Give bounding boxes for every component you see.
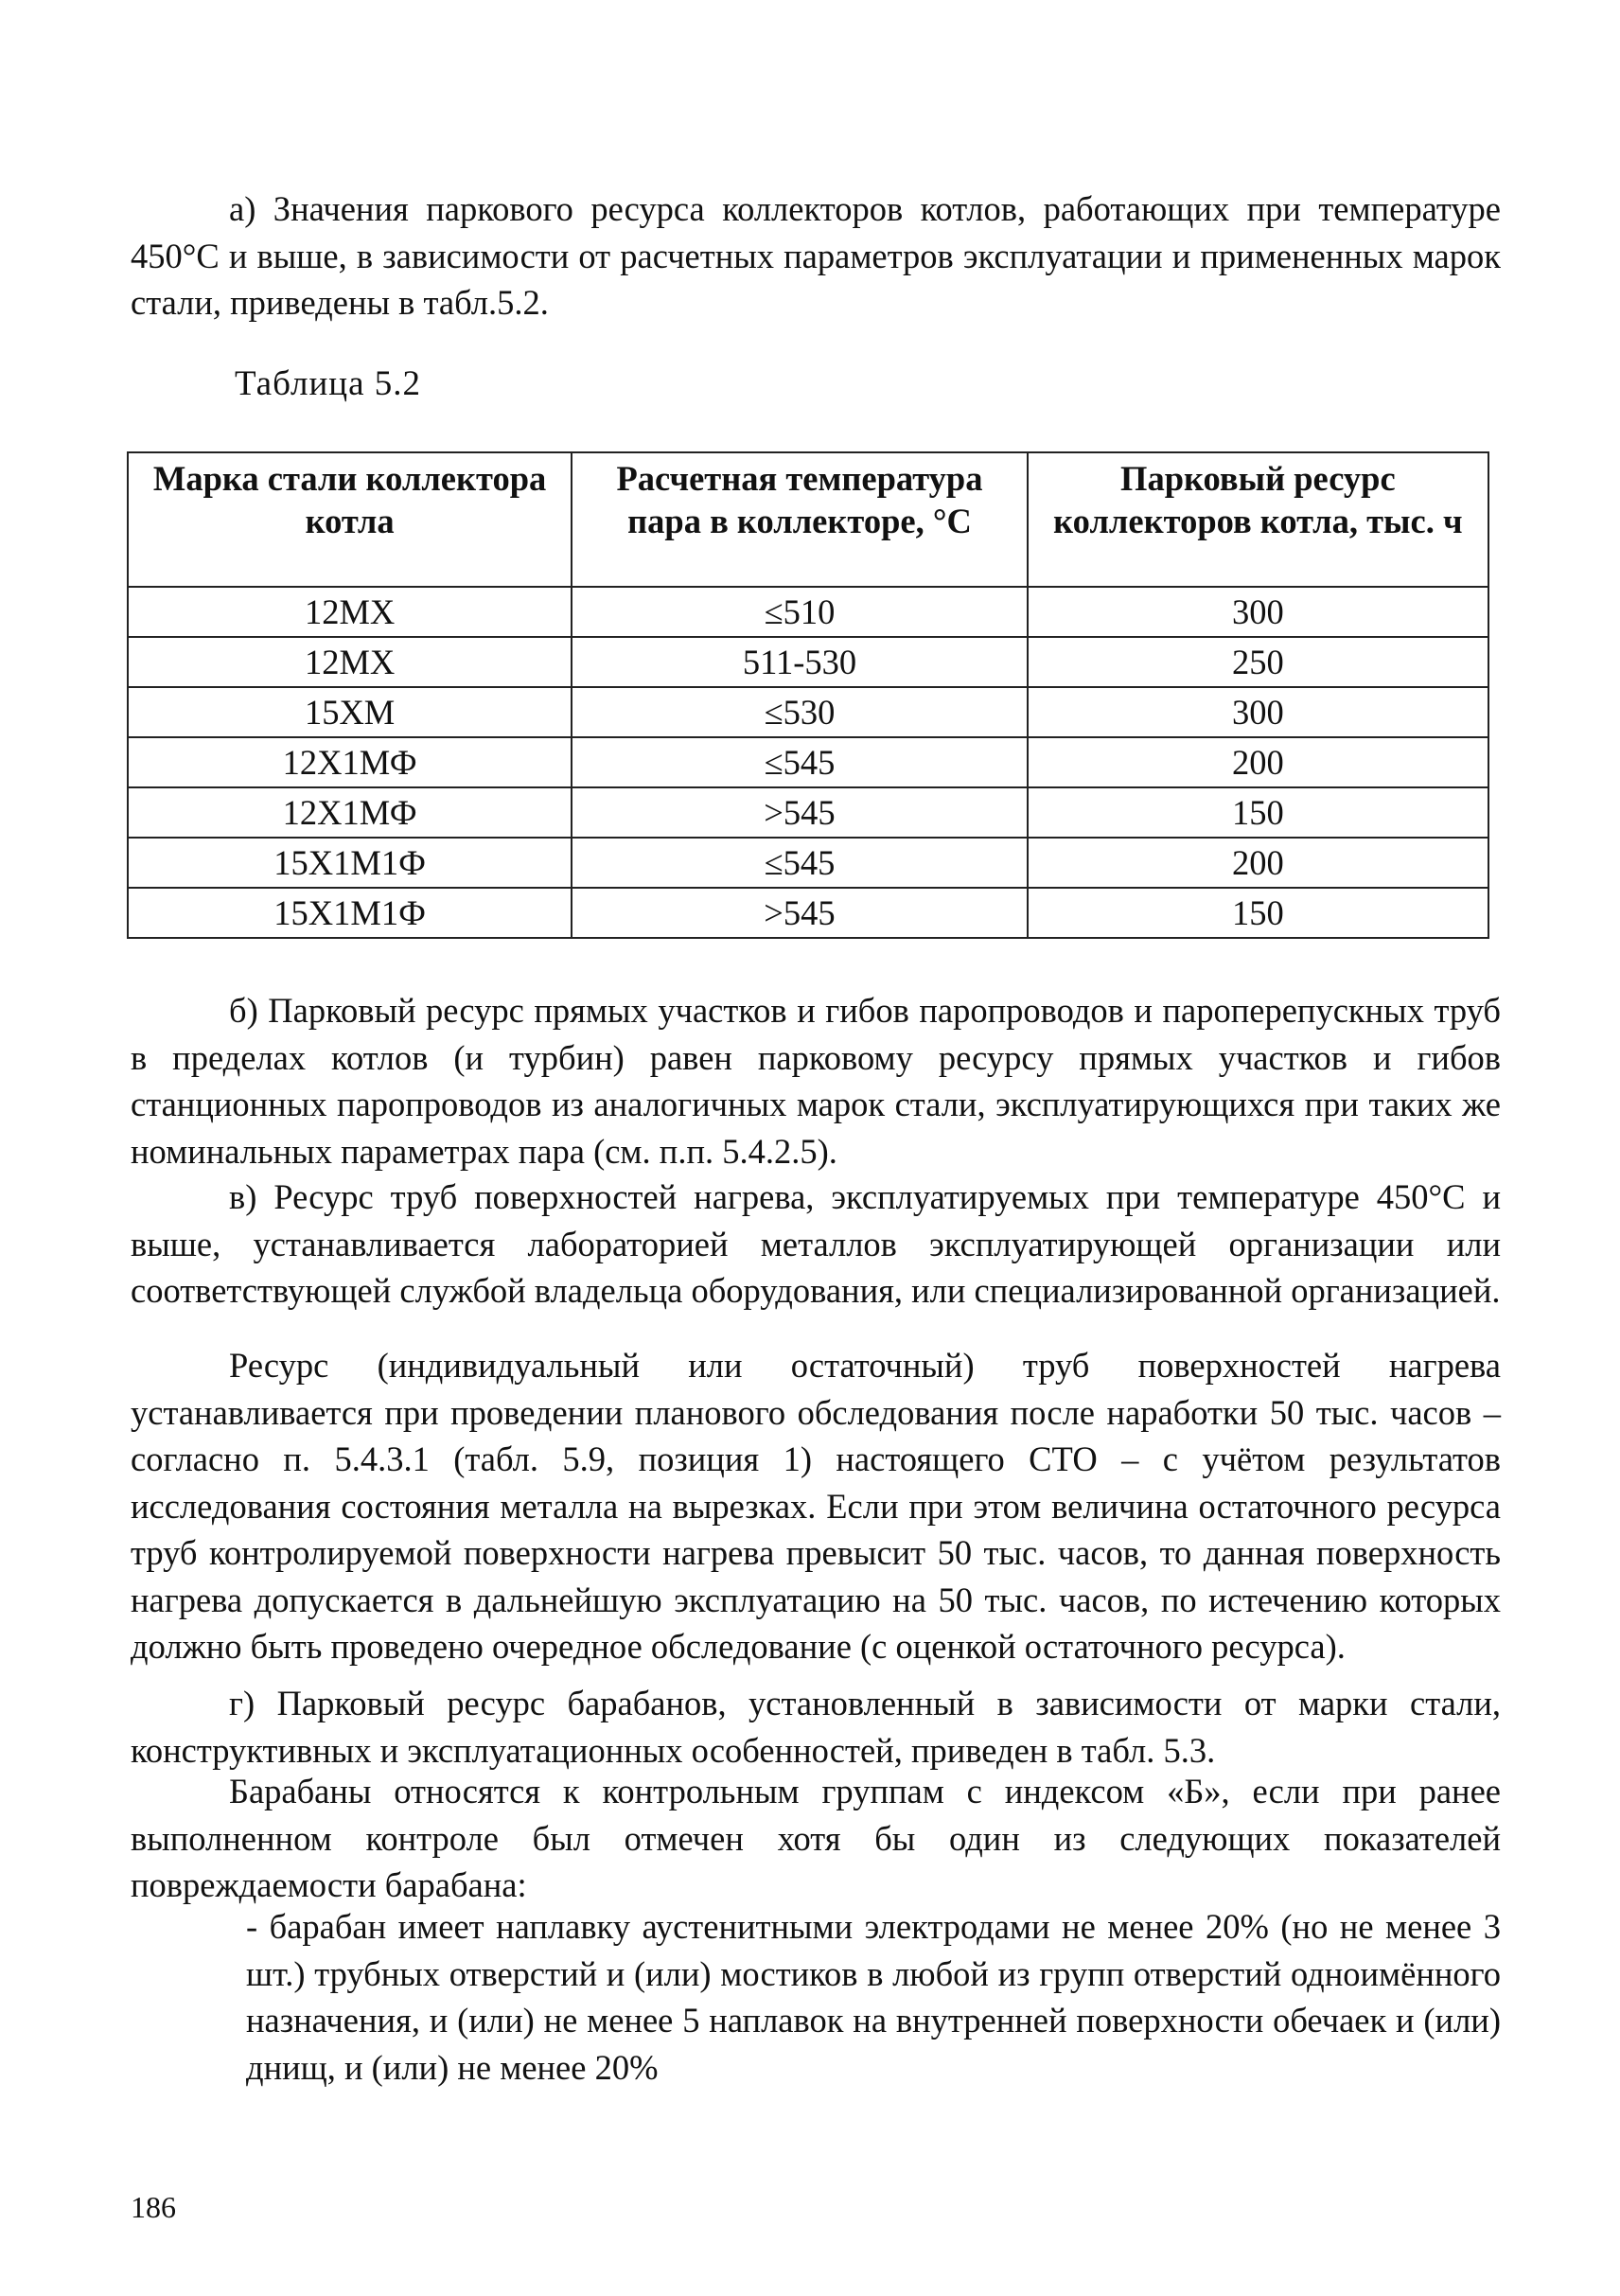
table-row (128, 838, 1488, 888)
cell-resource: 250 (1028, 637, 1488, 687)
cell-temperature: ≤530 (572, 687, 1028, 737)
cell-temperature: 511-530 (572, 637, 1028, 687)
page-number: 186 (131, 2190, 176, 2224)
cell-resource: 150 (1028, 787, 1488, 838)
cell-resource: 200 (1028, 737, 1488, 787)
cell-temperature: ≤545 (572, 737, 1028, 787)
cell-resource: 200 (1028, 838, 1488, 888)
header-steel-grade: Марка стали коллектора котла (128, 452, 572, 587)
cell-resource: 300 (1028, 587, 1488, 637)
cell-resource: 300 (1028, 687, 1488, 737)
paragraph-b: б) Парковый ресурс прямых участков и гибов паропроводов и пароперепускных труб в пределах котлов (и турбин) равен парковому ресурсу прямых участков и гибов станционных паропроводов из аналогичных марок стали, эксплуатирующихся при таких же номинальных параметрах пара (см. п.п. 5.4.2.5). (131, 991, 1501, 1171)
header-park-resource: Парковый ресурс коллекторов котла, тыс. ч (1028, 452, 1488, 587)
table-row (128, 737, 1488, 787)
cell-steel-grade: 12МХ (128, 637, 572, 687)
table-row (128, 637, 1488, 687)
table-row (128, 888, 1488, 938)
table-row (128, 687, 1488, 737)
table-header-row (128, 452, 1488, 587)
paragraph-a: а) Значения паркового ресурса коллекторов котлов, работающих при температуре 450°С и выше, в зависимости от расчетных параметров эксплуатации и примененных марок стали, приведены в табл.5.2. (131, 189, 1501, 322)
cell-steel-grade: 15ХМ (128, 687, 572, 737)
table-row (128, 587, 1488, 637)
cell-steel-grade: 12Х1МФ (128, 787, 572, 838)
cell-temperature: ≤510 (572, 587, 1028, 637)
cell-steel-grade: 15Х1М1Ф (128, 888, 572, 938)
cell-resource: 150 (1028, 888, 1488, 938)
table-caption: Таблица 5.2 (235, 364, 421, 403)
cell-steel-grade: 12МХ (128, 587, 572, 637)
paragraph-v: в) Ресурс труб поверхностей нагрева, эксплуатируемых при температуре 450°С и выше, устанавливается лабораторией металлов эксплуатирующей организации или соответствующей службой владельца оборудования, или специализированной организацией. (131, 1177, 1501, 1310)
paragraph-g: г) Парковый ресурс барабанов, установленный в зависимости от марки стали, конструктивных и эксплуатационных особенностей, приведен в табл. 5.3. (131, 1684, 1501, 1770)
cell-temperature: >545 (572, 787, 1028, 838)
paragraph-resource: Ресурс (индивидуальный или остаточный) труб поверхностей нагрева устанавливается при проведении планового обследования после наработки 50 тыс. часов – согласно п. 5.4.3.1 (табл. 5.9, позиция 1) настоящего СТО – с учётом результатов исследования состояния металла на вырезках. Если при этом величина остаточного ресурса труб контролируемой поверхности нагрева превысит 50 тыс. часов, то данная поверхность нагрева допускается в дальнейшую эксплуатацию на 50 тыс. часов, по истечению которых должно быть проведено очередное обследование (с оценкой остаточного ресурса). (131, 1346, 1501, 1666)
paragraph-drums: Барабаны относятся к контрольным группам с индексом «Б», если при ранее выполненном контроле был отмечен хотя бы один из следующих показателей повреждаемости барабана: (131, 1772, 1501, 1904)
table-row (128, 787, 1488, 838)
header-design-temperature: Расчетная температура пара в коллекторе, °С (572, 452, 1028, 587)
cell-steel-grade: 15Х1М1Ф (128, 838, 572, 888)
cell-steel-grade: 12Х1МФ (128, 737, 572, 787)
steel-resource-table (127, 451, 1489, 939)
cell-temperature: >545 (572, 888, 1028, 938)
list-item-austenitic-surfacing: - барабан имеет наплавку аустенитными электродами не менее 20% (но не менее 3 шт.) трубных отверстий и (или) мостиков в любой из групп отверстий одноимённого назначения, и (или) не менее 5 наплавок на внутренней поверхности обечаек и (или) днищ, и (или) не менее 20% (246, 1907, 1501, 2087)
cell-temperature: ≤545 (572, 838, 1028, 888)
